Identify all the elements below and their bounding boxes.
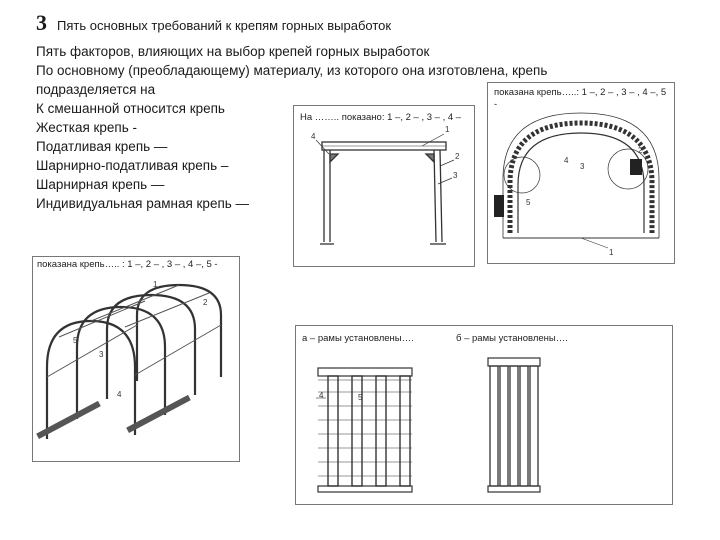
- text-line-rigid: Жесткая крепь -: [36, 120, 138, 135]
- figure-arch-frames-caption: показана крепь….. : 1 –, 2 – , 3 – , 4 –, 5 -: [37, 259, 218, 270]
- figure-arch-tunnel: [487, 82, 675, 264]
- arch-tunnel-label-2: 2: [638, 146, 643, 155]
- frame-label-2: 2: [455, 152, 460, 161]
- figure-arch-tunnel-caption: показана крепь…..: 1 –, 2 – , 3 – , 4 –, 5 -: [494, 87, 667, 110]
- arch-frames-label-5: 5: [73, 336, 78, 345]
- arch-frames-label-2: 2: [203, 298, 208, 307]
- installed-a-caption: а – рамы установлены….: [302, 333, 414, 344]
- arch-frames-drawing: [33, 257, 239, 461]
- text-line-individual: Индивидуальная рамная крепь —: [36, 196, 250, 211]
- text-line-subdivided: подразделяется на: [36, 82, 156, 97]
- text-line-yielding: Податливая крепь —: [36, 139, 168, 154]
- text-line-hinged-yielding: Шарнирно-податливая крепь –: [36, 158, 229, 173]
- text-line-mixed: К смешанной относится крепь: [36, 101, 225, 116]
- installed-a-label-4: 4: [319, 391, 324, 400]
- arch-tunnel-drawing: [488, 83, 674, 263]
- arch-tunnel-block-right: [630, 159, 642, 175]
- arch-tunnel-block-left: [494, 195, 504, 217]
- arch-frames-label-1: 1: [153, 280, 158, 289]
- text-line-material: По основному (преобладающему) материалу, из которого она изготовлена, крепь: [36, 63, 548, 78]
- arch-frames-label-4: 4: [117, 390, 122, 399]
- arch-tunnel-label-1: 1: [609, 248, 614, 257]
- figure-arch-frames: [32, 256, 240, 462]
- figure-frame-caption: На …….. показано: 1 –, 2 – , 3 – , 4 –: [300, 112, 462, 123]
- arch-frames-label-3: 3: [99, 350, 104, 359]
- frame-label-4: 4: [311, 132, 316, 141]
- figure-frame: [293, 105, 475, 267]
- heading-number: 3: [36, 10, 47, 35]
- slide-heading: [36, 10, 391, 36]
- text-line-hinged: Шарнирная крепь —: [36, 177, 165, 192]
- installed-b-caption: б – рамы установлены….: [456, 333, 568, 344]
- figure-installed-frames: [295, 325, 673, 505]
- arch-tunnel-label-5: 5: [526, 198, 531, 207]
- heading-text: Пять основных требований к крепям горных выработок: [57, 18, 392, 33]
- arch-tunnel-label-3: 3: [580, 162, 585, 171]
- frame-label-3: 3: [453, 171, 458, 180]
- frame-support-drawing: [294, 106, 474, 266]
- text-line-factors: Пять факторов, влияющих на выбор крепей горных выработок: [36, 44, 430, 59]
- installed-frames-drawing: [296, 326, 672, 504]
- frame-label-1: 1: [445, 125, 450, 134]
- arch-tunnel-label-4: 4: [564, 156, 569, 165]
- installed-a-label-5: 5: [358, 393, 363, 402]
